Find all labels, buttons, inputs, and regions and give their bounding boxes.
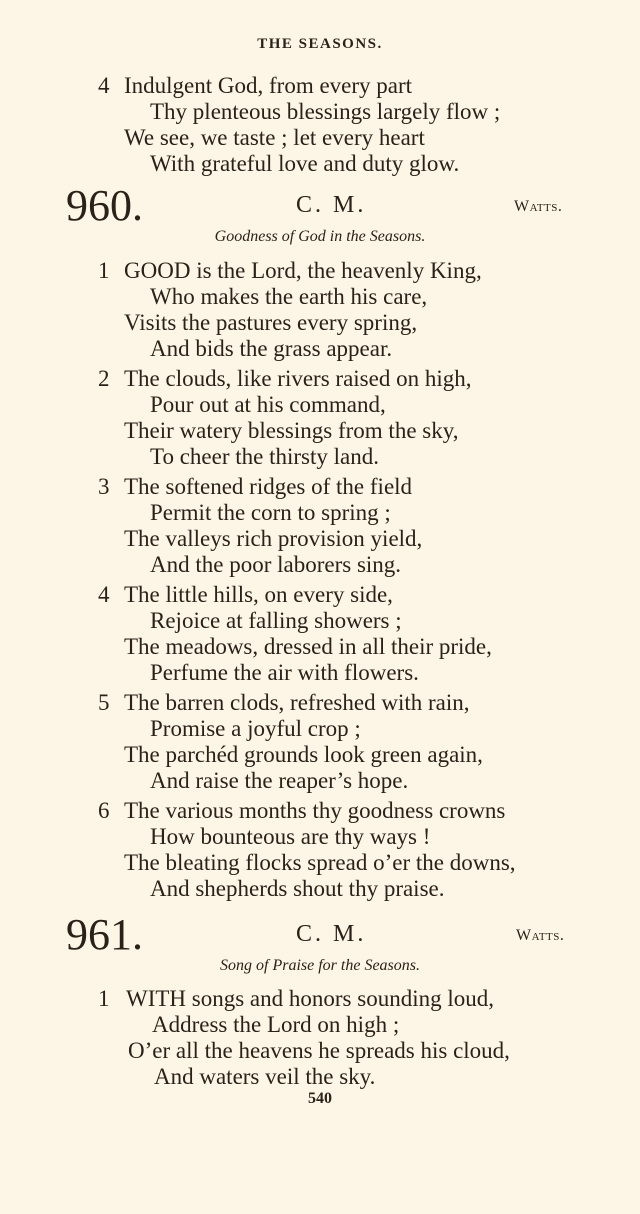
verse-line: The barren clods, refreshed with rain, bbox=[124, 690, 470, 715]
verse-line: The bleating flocks spread o’er the downs, bbox=[124, 850, 516, 875]
running-header: THE SEASONS. bbox=[257, 36, 383, 52]
stanza-number: 6 bbox=[98, 798, 110, 823]
hymn-author: Watts. bbox=[514, 198, 563, 215]
verse-line: Visits the pastures every spring, bbox=[124, 310, 418, 335]
stanza-number: 1 bbox=[98, 258, 110, 283]
verse-line: Promise a joyful crop ; bbox=[150, 716, 361, 741]
verse-line: The parchéd grounds look green again, bbox=[124, 742, 483, 767]
stanza-number: 1 bbox=[98, 986, 110, 1011]
verse-line: And waters veil the sky. bbox=[154, 1064, 376, 1089]
verse-line: And bids the grass appear. bbox=[150, 336, 393, 361]
verse-line: To cheer the thirsty land. bbox=[150, 444, 379, 469]
verse-line: The little hills, on every side, bbox=[124, 582, 393, 607]
verse-line: Thy plenteous blessings largely flow ; bbox=[150, 99, 501, 124]
stanza-number: 4 bbox=[98, 582, 110, 607]
verse-line: Their watery blessings from the sky, bbox=[124, 418, 459, 443]
verse-line: Permit the corn to spring ; bbox=[150, 500, 391, 525]
stanza-number: 5 bbox=[98, 690, 110, 715]
verse-line: Rejoice at falling showers ; bbox=[150, 608, 402, 633]
verse-line: We see, we taste ; let every heart bbox=[124, 125, 425, 150]
verse-line: GOOD is the Lord, the heavenly King, bbox=[124, 258, 482, 283]
page-number: 540 bbox=[308, 1090, 332, 1107]
verse-line: Indulgent God, from every part bbox=[124, 73, 413, 98]
verse-line: The clouds, like rivers raised on high, bbox=[124, 366, 472, 391]
verse-line: And shepherds shout thy praise. bbox=[150, 876, 445, 901]
hymn-number: 961. bbox=[66, 910, 143, 959]
hymn-author: Watts. bbox=[516, 927, 565, 944]
hymn-number: 960. bbox=[66, 181, 143, 230]
verse-line: Address the Lord on high ; bbox=[152, 1012, 400, 1037]
verse-line: Pour out at his command, bbox=[150, 392, 386, 417]
verse-line: How bounteous are thy ways ! bbox=[150, 824, 431, 849]
verse-line: With grateful love and duty glow. bbox=[150, 151, 460, 176]
stanza-number: 2 bbox=[98, 366, 110, 391]
hymn-meter: C. M. bbox=[296, 921, 367, 947]
verse-line: And the poor laborers sing. bbox=[150, 552, 402, 577]
verse-line: WITH songs and honors sounding loud, bbox=[126, 986, 494, 1011]
verse-line: The valleys rich provision yield, bbox=[124, 526, 423, 551]
verse-line: O’er all the heavens he spreads his cloud, bbox=[128, 1038, 510, 1063]
verse-line: The softened ridges of the field bbox=[124, 474, 413, 499]
hymn-subtitle: Song of Praise for the Seasons. bbox=[220, 957, 420, 974]
hymn-meter: C. M. bbox=[296, 192, 367, 218]
verse-line: The meadows, dressed in all their pride, bbox=[124, 634, 492, 659]
stanza-number: 4 bbox=[98, 73, 110, 98]
hymn-subtitle: Goodness of God in the Seasons. bbox=[214, 228, 426, 245]
verse-line: Perfume the air with flowers. bbox=[150, 660, 419, 685]
verse-line: And raise the reaper’s hope. bbox=[150, 768, 409, 793]
verse-line: The various months thy goodness crowns bbox=[124, 798, 506, 823]
verse-line: Who makes the earth his care, bbox=[150, 284, 428, 309]
stanza-number: 3 bbox=[98, 474, 110, 499]
